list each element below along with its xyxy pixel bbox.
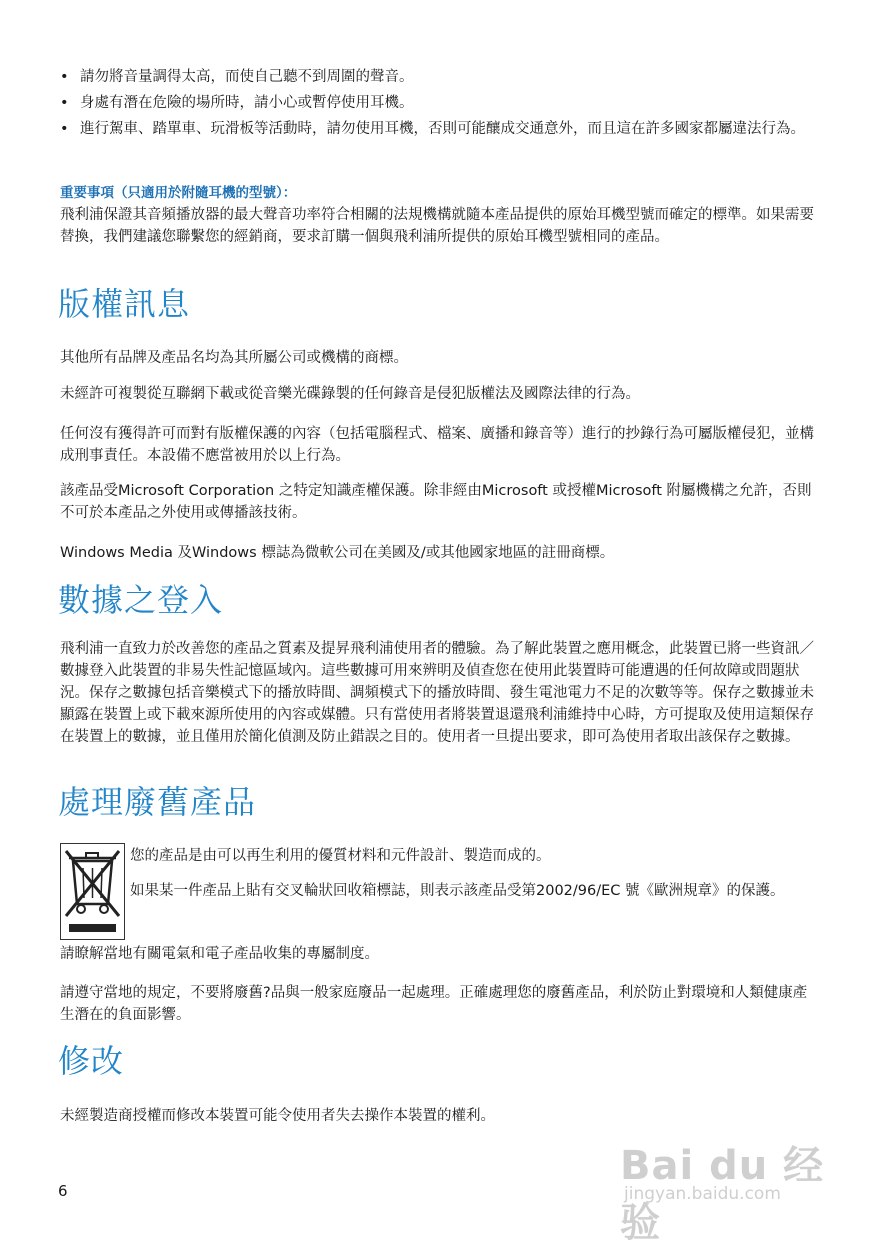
copyright-paragraph: 任何沒有獲得許可而對有版權保護的內容（包括電腦程式、檔案、廣播和錄音等）進行的抄錄行為可屬版權侵犯，並構成刑事責任。本設備不應當被用於以上行為。 (60, 426, 814, 464)
page-number: 6 (58, 1182, 68, 1200)
copyright-paragraph: 其他所有品牌及產品名均為其所屬公司或機構的商標。 (60, 350, 408, 366)
modification-text: 未經製造商授權而修改本裝置可能令使用者失去操作本裝置的權利。 (60, 1108, 495, 1124)
watermark-logo-text: Bai du 经验 (620, 1143, 825, 1246)
important-heading: 重要事項（只適用於附隨耳機的型號）： (60, 185, 297, 201)
disposal-side-paragraph: 您的產品是由可以再生利用的優質材料和元件設計、製造而成的。 (130, 848, 551, 864)
disposal-paragraph: 請瞭解當地有關電氣和電子產品收集的專屬制度。 (60, 946, 379, 962)
important-note (60, 182, 820, 248)
bullet-item: • 進行駕車、踏單車、玩滑板等活動時，請勿使用耳機，否則可能釀成交通意外，而且這在許多國家都屬違法行為。 (60, 118, 820, 140)
copyright-paragraph: Windows Media 及Windows 標誌為微軟公司在美國及/或其他國家地區的註冊商標。 (60, 545, 615, 561)
bullet-item: • 身處有潛在危險的場所時，請小心或暫停使用耳機。 (60, 92, 820, 114)
bullet-item: • 請勿將音量調得太高，而使自己聽不到周圍的聲音。 (60, 66, 820, 88)
crossed-out-wheelie-bin-icon (60, 843, 125, 940)
copyright-title: 版權訊息 (58, 285, 191, 323)
safety-bullets (60, 66, 820, 144)
data-logging-text: 飛利浦一直致力於改善您的產品之質素及提昇飛利浦使用者的體驗。為了解此裝置之應用概念，此裝置已將一些資訊／數據登入此裝置的非易失性記憶區域內。這些數據可用來辨明及偵查您在使用此裝置時可能遭遇的任何故障或問題狀況。保存之數據包括音樂模式下的播放時間、調頻模式下的播放時間、發生電池電力不足的次數等等。保存之數據並未顯露在裝置上或下載來源所使用的內容或媒體。只有當使用者將裝置退還飛利浦維持中心時，方可提取及使用這類保存在裝置上的數據，並且僅用於簡化偵測及防止錯誤之目的。使用者一旦提出要求，即可為使用者取出該保存之數據。 (60, 641, 814, 745)
copyright-paragraph: 未經許可複製從互聯網下載或從音樂光碟錄製的任何錄音是侵犯版權法及國際法律的行為。 (60, 386, 640, 402)
disposal-title: 處理廢舊產品 (58, 783, 257, 821)
copyright-paragraph: 該產品受Microsoft Corporation 之特定知識產權保護。除非經由Microsoft 或授權Microsoft 附屬機構之允許，否則不可於本產品之外使用或傳播該技術。 (60, 483, 812, 521)
disposal-side-paragraph: 如果某一件產品上貼有交叉輪狀回收箱標誌，則表示該產品受第2002/96/EC 號《歐洲規章》的保護。 (130, 883, 785, 899)
data-logging-title: 數據之登入 (58, 581, 224, 619)
baidu-watermark (620, 1120, 830, 1246)
disposal-paragraph: 請遵守當地的規定，不要將廢舊?品與一般家庭廢品一起處理。正確處理您的廢舊產品，利於防止對環境和人類健康產生潛在的負面影響。 (60, 985, 808, 1023)
watermark-url: jingyan.baidu.com (624, 1184, 781, 1204)
modification-title: 修改 (58, 1042, 125, 1080)
important-text: 飛利浦保證其音頻播放器的最大聲音功率符合相關的法規機構就隨本產品提供的原始耳機型號而確定的標準。如果需要替換，我們建議您聯繫您的經銷商，要求訂購一個與飛利浦所提供的原始耳機型號相同的產品。 (60, 207, 814, 245)
